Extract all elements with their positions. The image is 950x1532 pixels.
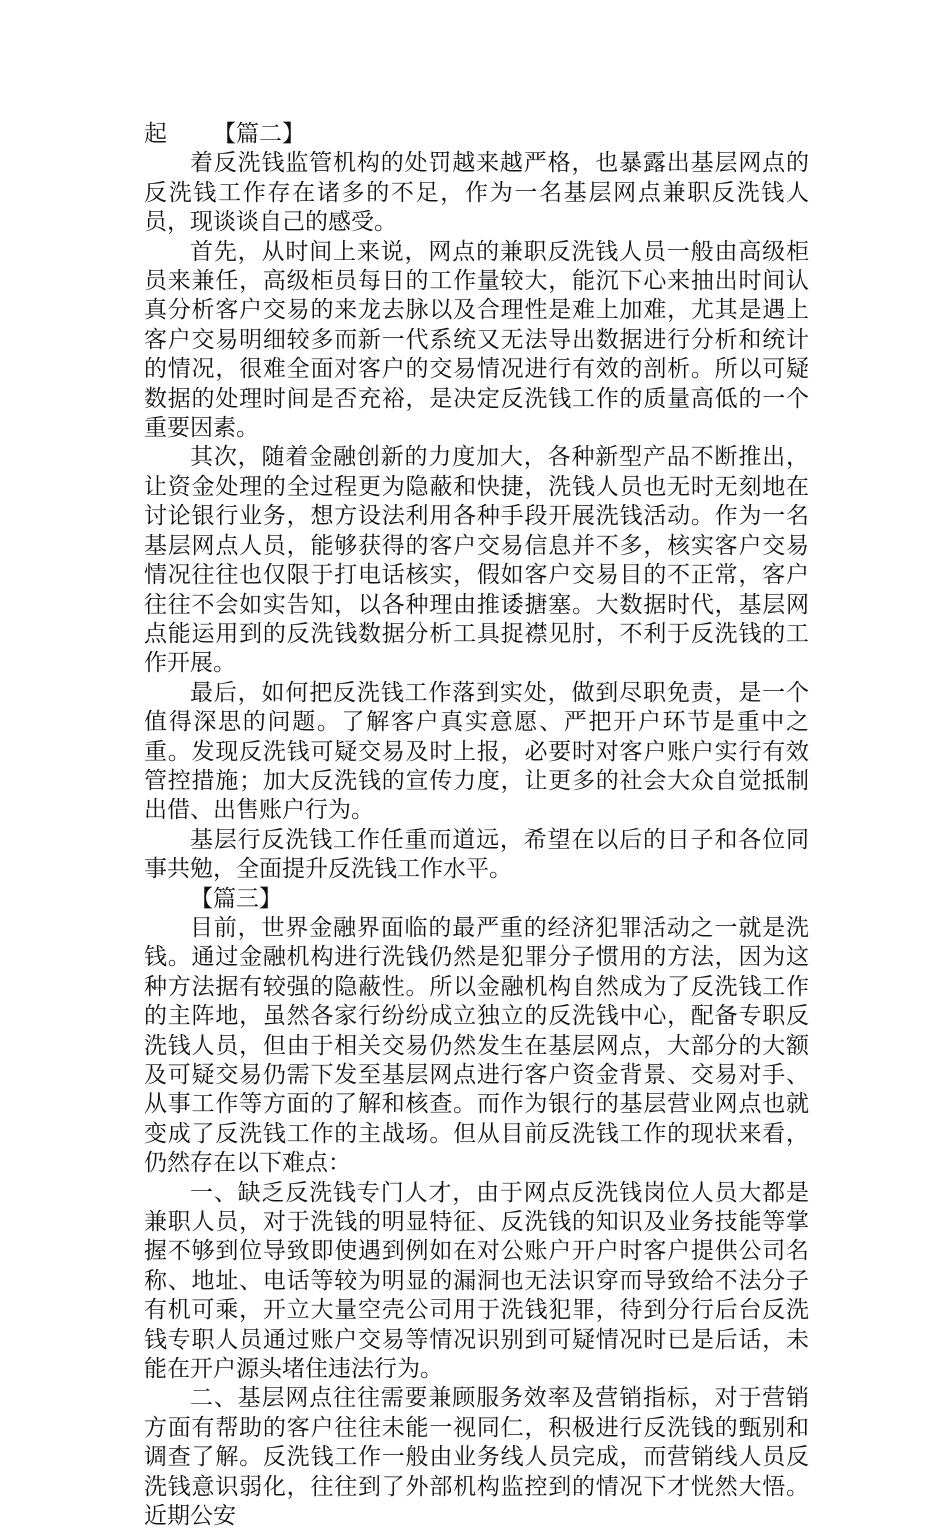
document-page — [144, 120, 809, 1532]
first-line-prefix: 起 — [144, 121, 167, 147]
section2-paragraph-5: 基层行反洗钱工作任重而道远，希望在以后的日子和各位同事共勉，全面提升反洗钱工作水平。 — [144, 826, 809, 883]
section2-heading: 【篇二】 — [213, 121, 305, 147]
section3-paragraph-3: 二、基层网点往往需要兼顾服务效率及营销指标，对于营销方面有帮助的客户往往未能一视同仁，积极进行反洗钱的甄别和调查了解。反洗钱工作一般由业务线人员完成，而营销线人员反洗钱意识弱化，往往到了外部机构监控到的情况下才恍然大悟。近期公安 — [144, 1385, 809, 1530]
section3-paragraph-2: 一、缺乏反洗钱专门人才，由于网点反洗钱岗位人员大都是兼职人员，对于洗钱的明显特征、反洗钱的知识及业务技能等掌握不够到位导致即使遇到例如在对公账户开户时客户提供公司名称、地址、电话等较为明显的漏洞也无法识穿而导致给不法分子有机可乘，开立大量空壳公司用于洗钱犯罪，待到分行后台反洗钱专职人员通过账户交易等情况识别到可疑情况时已是后话，未能在开户源头堵住违法行为。 — [144, 1179, 809, 1383]
section2-paragraph-1: 着反洗钱监管机构的处罚越来越严格，也暴露出基层网点的反洗钱工作存在诸多的不足，作为一名基层网点兼职反洗钱人员，现谈谈自己的感受。 — [144, 150, 809, 236]
section2-heading-line — [144, 120, 809, 149]
section2-paragraph-3: 其次，随着金融创新的力度加大，各种新型产品不断推出，让资金处理的全过程更为隐蔽和快捷，洗钱人员也无时无刻地在讨论银行业务，想方设法利用各种手段开展洗钱活动。作为一名基层网点人员，能够获得的客户交易信息并不多，核实客户交易情况往往也仅限于打电话核实，假如客户交易目的不正常，客户往往不会如实告知，以各种理由推诿搪塞。大数据时代，基层网点能运用到的反洗钱数据分析工具捉襟见肘，不利于反洗钱的工作开展。 — [144, 444, 809, 677]
section3-paragraph-1: 目前，世界金融界面临的最严重的经济犯罪活动之一就是洗钱。通过金融机构进行洗钱仍然是犯罪分子惯用的方法，因为这种方法据有较强的隐蔽性。所以金融机构自然成为了反洗钱工作的主阵地，虽然各家行纷纷成立独立的反洗钱中心，配备专职反洗钱人员，但由于相关交易仍然发生在基层网点，大部分的大额及可疑交易仍需下发至基层网点进行客户资金背景、交易对手、从事工作等方面的了解和核查。而作为银行的基层营业网点也就变成了反洗钱工作的主战场。但从目前反洗钱工作的现状来看，仍然存在以下难点： — [144, 914, 809, 1177]
section3-heading: 【篇三】 — [190, 885, 282, 912]
section2-paragraph-4: 最后，如何把反洗钱工作落到实处，做到尽职免责，是一个值得深思的问题。了解客户真实意愿、严把开户环节是重中之重。发现反洗钱可疑交易及时上报，必要时对客户账户实行有效管控措施；加大反洗钱的宣传力度，让更多的社会大众自觉抵制出借、出售账户行为。 — [144, 679, 809, 824]
section2-paragraph-2: 首先，从时间上来说，网点的兼职反洗钱人员一般由高级柜员来兼任，高级柜员每日的工作量较大，能沉下心来抽出时间认真分析客户交易的来龙去脉以及合理性是难上加难，尤其是遇上客户交易明细较多而新一代系统又无法导出数据进行分析和统计的情况，很难全面对客户的交易情况进行有效的剖析。所以可疑数据的处理时间是否充裕，是决定反洗钱工作的质量高低的一个重要因素。 — [144, 238, 809, 442]
